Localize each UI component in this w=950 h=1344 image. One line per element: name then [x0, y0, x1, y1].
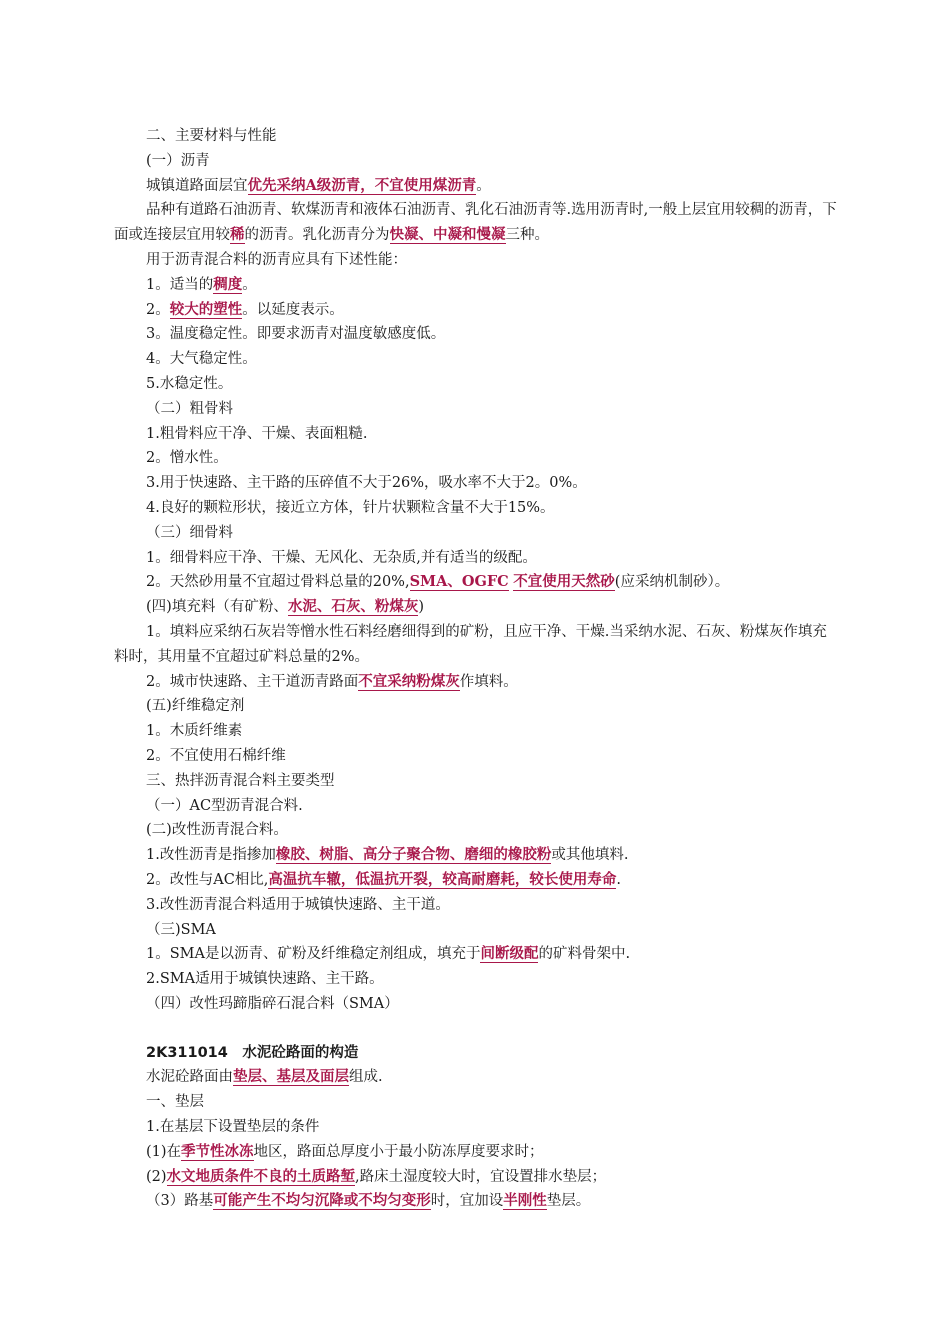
text-line — [114, 322, 840, 347]
text-run: 组成. — [349, 1069, 383, 1086]
text-run: (四)填充料（有矿粉、 — [146, 599, 288, 616]
text-run: 3.改性沥青混合料适用于城镇快速路、主干道。 — [146, 896, 450, 913]
text-run: （二）粗骨料 — [146, 400, 233, 417]
highlighted-keyword: 优先采纳A级沥青，不宜使用煤沥青 — [247, 176, 477, 194]
text-run: 2。改性与AC相比, — [146, 871, 269, 888]
text-line — [114, 918, 840, 943]
text-run: 或其他填料. — [551, 847, 629, 864]
paragraph-gap — [114, 1017, 840, 1041]
text-run: ,路床土湿度较大时，宜设置排水垫层； — [355, 1168, 607, 1185]
highlighted-keyword: 水文地质条件不良的土质路堑 — [166, 1167, 356, 1185]
highlighted-keyword: 不宜采纳粉煤灰 — [358, 672, 460, 690]
text-run: 2。不宜使用石棉纤维 — [146, 747, 286, 764]
text-run: 一、垫层 — [146, 1094, 204, 1111]
text-line — [114, 694, 840, 719]
text-line — [114, 174, 840, 199]
text-line — [114, 397, 840, 422]
text-line — [114, 942, 840, 967]
text-line — [114, 521, 840, 546]
text-run: 1.粗骨料应干净、干燥、表面粗糙. — [146, 425, 368, 442]
text-line — [114, 1165, 840, 1190]
text-run: 2.SMA适用于城镇快速路、主干路。 — [146, 971, 384, 988]
text-line — [114, 198, 840, 248]
text-line — [114, 124, 840, 149]
text-line — [114, 496, 840, 521]
text-line — [114, 868, 840, 893]
text-run: 的矿料骨架中. — [538, 946, 631, 963]
text-line — [114, 273, 840, 298]
text-run: 的沥青。乳化沥青分为 — [244, 227, 390, 244]
text-run: 2。天然砂用量不宜超过骨料总量的20%, — [146, 574, 410, 591]
text-line — [114, 769, 840, 794]
text-run: （3）路基 — [146, 1193, 214, 1210]
text-run: (二)改性沥青混合料。 — [146, 822, 288, 839]
text-run: 5.水稳定性。 — [146, 375, 233, 392]
text-run: 二、主要材料与性能 — [146, 128, 277, 144]
text-run: 4.良好的颗粒形状，接近立方体，针片状颗粒含量不大于15%。 — [146, 499, 555, 516]
text-run: 1。木质纤维素 — [146, 723, 243, 740]
text-run: 2K311014 水泥砼路面的构造 — [146, 1044, 359, 1061]
text-run: （一）AC型沥青混合料. — [146, 797, 303, 814]
highlighted-keyword: 橡胶、树脂、高分子聚合物、磨细的橡胶粉 — [275, 846, 552, 864]
text-run: 1。适当的 — [146, 276, 214, 293]
text-run: 2。憎水性。 — [146, 450, 228, 467]
text-run: 2。城市快速路、主干道沥青路面 — [146, 673, 359, 690]
text-run: （三）细骨料 — [146, 524, 233, 541]
highlighted-keyword: SMA、OGFC — [409, 573, 509, 591]
text-line — [114, 967, 840, 992]
highlighted-keyword: 半刚性 — [503, 1192, 547, 1210]
text-run: 城镇道路面层宜 — [146, 177, 248, 194]
text-line — [114, 818, 840, 843]
document-page — [114, 124, 840, 1214]
highlighted-keyword: 高温抗车辙，低温抗开裂，较高耐磨耗，较长使用寿命 — [268, 870, 617, 888]
text-run: 1.改性沥青是指掺加 — [146, 847, 276, 864]
text-run: 3.用于快速路、主干路的压碎值不大于26%，吸水率不大于2。0%。 — [146, 475, 587, 492]
text-run: 2。 — [146, 301, 170, 318]
highlighted-keyword: 不宜使用天然砂 — [513, 573, 615, 591]
text-line — [114, 298, 840, 323]
text-run: (应采纳机制砂）。 — [614, 574, 730, 591]
text-run: 三、热拌沥青混合料主要类型 — [146, 772, 335, 789]
highlighted-keyword: 间断级配 — [480, 945, 539, 963]
text-line — [114, 1115, 840, 1140]
text-line — [114, 744, 840, 769]
text-line — [114, 446, 840, 471]
text-line — [114, 719, 840, 744]
text-line — [114, 248, 840, 273]
text-run: 1。细骨料应干净、干燥、无风化、无杂质,并有适当的级配。 — [146, 549, 537, 566]
text-line — [114, 149, 840, 174]
text-line — [114, 471, 840, 496]
text-line — [114, 1090, 840, 1115]
text-line — [114, 1189, 840, 1214]
highlighted-keyword: 较大的塑性 — [169, 300, 243, 318]
text-run: 三种。 — [505, 227, 549, 244]
highlighted-keyword: 稠度 — [213, 275, 243, 293]
text-line — [114, 620, 840, 670]
text-run: 1.在基层下设置垫层的条件 — [146, 1119, 320, 1136]
text-run: . — [616, 871, 622, 888]
text-run: （四）改性玛蹄脂碎石混合料（SMA） — [146, 995, 399, 1012]
highlighted-keyword: 季节性冰冻 — [181, 1142, 254, 1160]
highlighted-keyword: 垫层、基层及面层 — [233, 1068, 349, 1086]
text-line — [114, 992, 840, 1017]
text-line — [114, 347, 840, 372]
text-run: 。 — [476, 177, 491, 194]
text-line — [114, 670, 840, 695]
text-run: 1。SMA是以沥青、矿粉及纤维稳定剂组成，填充于 — [146, 946, 481, 963]
text-run: 3。温度稳定性。即要求沥青对温度敏感度低。 — [146, 326, 446, 343]
highlighted-keyword: 稀 — [230, 226, 245, 244]
section-heading — [114, 1041, 840, 1066]
text-run: 4。大气稳定性。 — [146, 351, 257, 368]
text-run: （三)SMA — [146, 921, 216, 938]
text-line — [114, 422, 840, 447]
text-run: 垫层。 — [546, 1193, 591, 1210]
text-run: (2) — [146, 1168, 167, 1185]
text-run: (一）沥青 — [146, 152, 210, 169]
text-line — [114, 1140, 840, 1165]
text-run: ) — [418, 599, 424, 616]
highlighted-keyword: 可能产生不均匀沉降或不均匀变形 — [213, 1192, 431, 1210]
text-run: 用于沥青混合料的沥青应具有下述性能： — [146, 251, 407, 268]
text-run: 。以延度表示。 — [242, 301, 344, 318]
text-run: 。 — [242, 276, 257, 293]
text-line — [114, 595, 840, 620]
text-line — [114, 570, 840, 595]
text-line — [114, 546, 840, 571]
text-run: (1)在 — [146, 1143, 182, 1160]
text-line — [114, 372, 840, 397]
text-line — [114, 794, 840, 819]
text-run: 品种有道路石油沥青、软煤沥青和液体石油沥青、乳化石油沥青等.选用沥青时,一般上层宜用较稠的沥青，下面或连接层宜用较 — [114, 202, 837, 244]
highlighted-keyword: 快凝、中凝和慢凝 — [389, 226, 506, 244]
text-run: 时，宜加设 — [430, 1193, 504, 1210]
text-line — [114, 1065, 840, 1090]
text-run: 1。填料应采纳石灰岩等憎水性石料经磨细得到的矿粉，且应干净、干燥.当采纳水泥、石灰、粉煤灰作填充料时，其用量不宜超过矿料总量的2%。 — [114, 623, 827, 665]
text-run: 地区，路面总厚度小于最小防冻厚度要求时； — [253, 1143, 544, 1160]
text-run: 作填料。 — [459, 673, 518, 690]
text-run: 水泥砼路面由 — [146, 1069, 233, 1086]
highlighted-keyword: 水泥、石灰、粉煤灰 — [287, 598, 419, 616]
text-line — [114, 843, 840, 868]
text-run: (五)纤维稳定剂 — [146, 698, 245, 715]
text-line — [114, 893, 840, 918]
